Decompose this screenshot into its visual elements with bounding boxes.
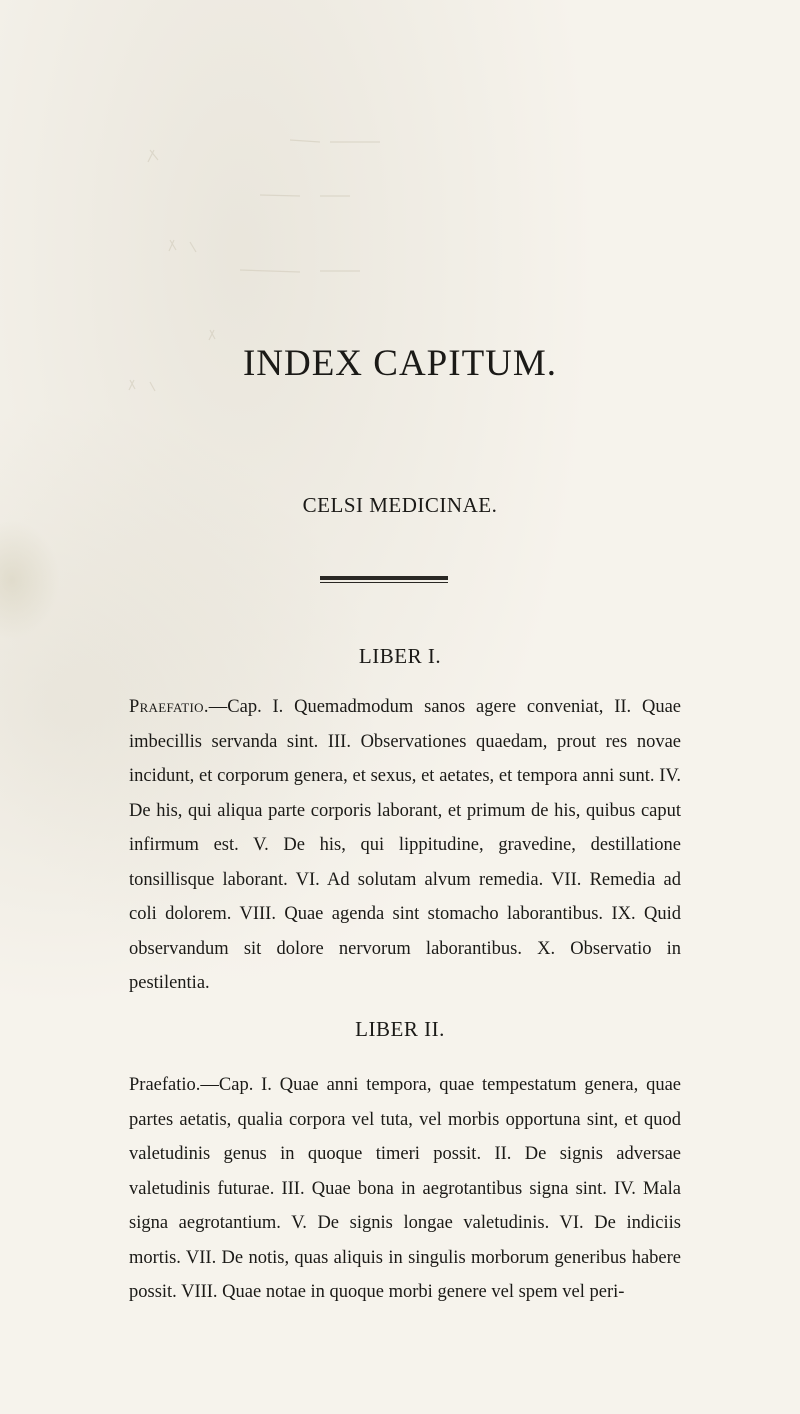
preface-label: Praefatio. (129, 1075, 201, 1095)
book-heading-liber-i: LIBER I. (358, 644, 442, 668)
chapter-text: —Cap. I. Quae anni tempora, quae tempestatum genera, quae partes aetatis, qualia corpora vel tuta, vel morbis opportuna sint, et quod valetudinis genus in quoque timeri possit. II. De signis adversae valetudinis futurae. III. Quae bona in aegrotantibus signa sint. IV. Mala signa aegrotantium. V. De signis longae valetudinis. VI. De indiciis mortis. VII. De notis, quas aliquis in singulis morborum generibus habere possit. VIII. Quae notae in quoque morbi genere vel spem vel peri- (129, 1075, 681, 1302)
book-heading-liber-ii: LIBER II. (355, 1017, 445, 1041)
chapter-list-liber-ii (129, 1068, 681, 1310)
decorative-rule-thick (320, 576, 448, 580)
page-smudge (0, 520, 60, 640)
chapter-list-liber-i (129, 690, 681, 1001)
preface-label: Praefatio. (129, 697, 209, 717)
bleed-through-texture (90, 120, 570, 440)
decorative-rule-thin (320, 582, 448, 583)
page-title: INDEX CAPITUM. (242, 343, 558, 384)
page-subtitle: CELSI MEDICINAE. (302, 493, 498, 517)
chapter-text: —Cap. I. Quemadmodum sanos agere conveniat, II. Quae imbecillis servanda sint. III. Observationes quaedam, prout res novae incidunt, et corporum genera, et sexus, et aetates, et tempora anni sunt. IV. De his, qui aliqua parte corporis laborant, et primum de his, quibus caput infirmum est. V. De his, qui lippitudine, gravedine, destillatione tonsillisque laborant. VI. Ad solutam alvum remedia. VII. Remedia ad coli dolorem. VIII. Quae agenda sint stomacho laborantibus. IX. Quid observandum sit dolore nervorum laborantibus. X. Observatio in pestilentia. (129, 697, 681, 993)
